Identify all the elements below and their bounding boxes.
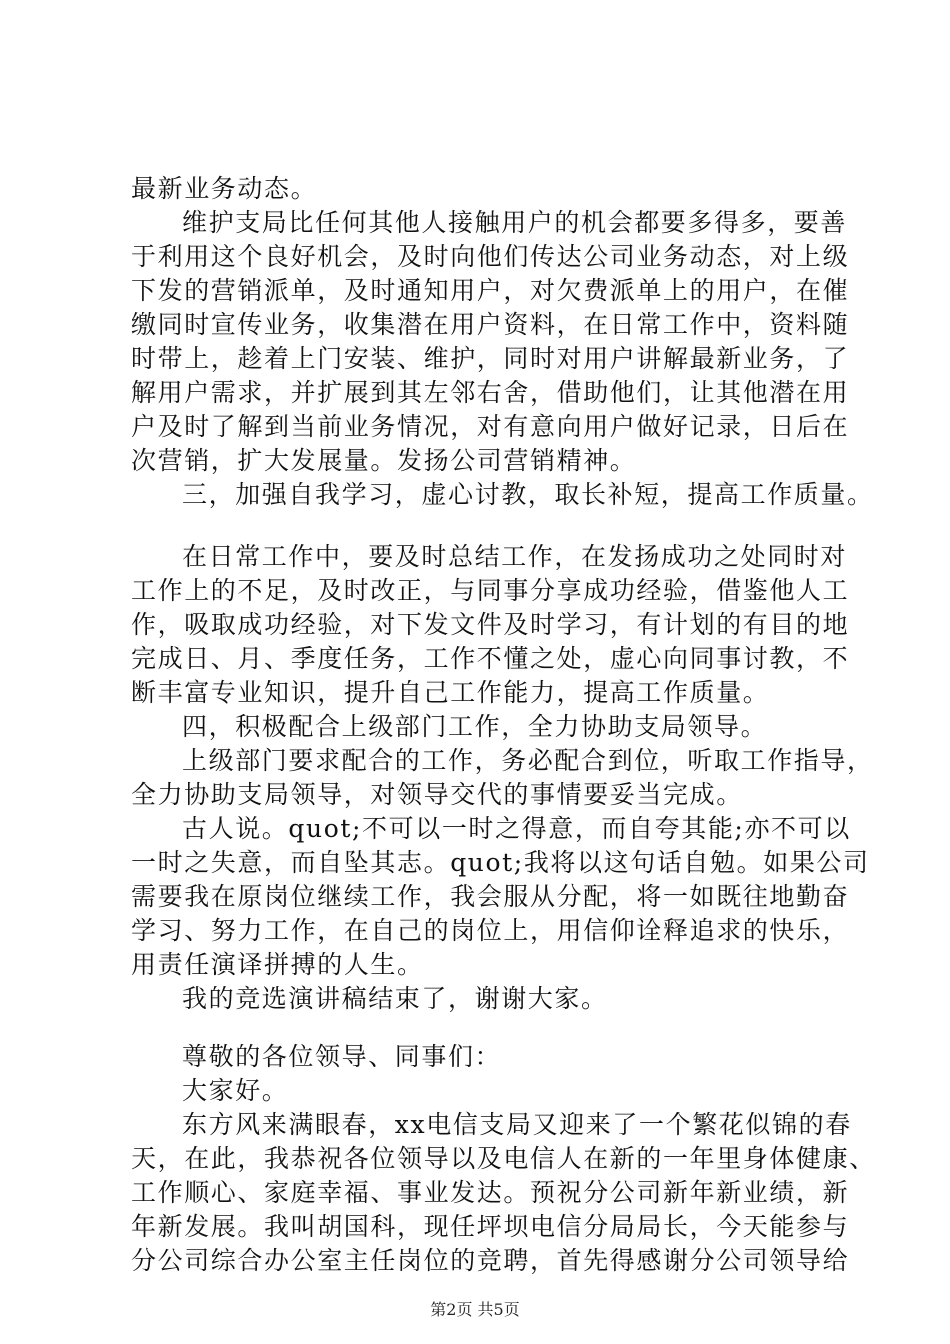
text-line: 下发的营销派单，及时通知用户，对欠费派单上的用户，在催 [131, 276, 850, 305]
paragraph-start: 东方风来满眼春，xx电信支局又迎来了一个繁花似锦的春 [182, 1110, 852, 1139]
text-line: 于利用这个良好机会，及时向他们传达公司业务动态，对上级 [131, 242, 850, 271]
text-line: 天，在此，我恭祝各位领导以及电信人在新的一年里身体健康、 [131, 1144, 876, 1173]
text-line: 户及时了解到当前业务情况，对有意向用户做好记录，日后在 [131, 412, 850, 441]
text-line: 用责任演译拼搏的人生。 [131, 950, 424, 979]
text-line: 解用户需求，并扩展到其左邻右舍，借助他们，让其他潜在用 [131, 378, 850, 407]
paragraph-start: 上级部门要求配合的工作，务必配合到位，听取工作指导， [182, 746, 874, 775]
paragraph-start: 我的竞选演讲稿结束了，谢谢大家。 [182, 984, 608, 1013]
text-line: 最新业务动态。 [131, 174, 318, 203]
greeting: 大家好。 [182, 1076, 289, 1105]
text-line: 工作顺心、家庭幸福、事业发达。预祝分公司新年新业绩，新 [131, 1178, 850, 1207]
text-line: 次营销，扩大发展量。发扬公司营销精神。 [131, 446, 637, 475]
text-line: 工作上的不足，及时改正，与同事分享成功经验，借鉴他人工 [131, 576, 850, 605]
text-line: 学习、努力工作，在自己的岗位上，用信仰诠释追求的快乐， [131, 916, 850, 945]
paragraph-start: 古人说。quot;不可以一时之得意，而自夸其能;亦不可以 [182, 814, 851, 843]
text-line: 需要我在原岗位继续工作，我会服从分配，将一如既往地勤奋 [131, 882, 850, 911]
text-line: 断丰富专业知识，提升自己工作能力，提高工作质量。 [131, 678, 770, 707]
section-heading: 四，积极配合上级部门工作，全力协助支局领导。 [182, 712, 768, 741]
text-line: 缴同时宣传业务，收集潜在用户资料，在日常工作中，资料随 [131, 310, 850, 339]
paragraph-start: 维护支局比任何其他人接触用户的机会都要多得多，要善 [182, 208, 848, 237]
text-line: 时带上，趁着上门安装、维护，同时对用户讲解最新业务，了 [131, 344, 850, 373]
text-line: 一时之失意，而自坠其志。quot;我将以这句话自勉。如果公司 [131, 848, 870, 877]
text-line: 全力协助支局领导，对领导交代的事情要妥当完成。 [131, 780, 743, 809]
text-line: 年新发展。我叫胡国科，现任坪坝电信分局局长，今天能参与 [131, 1212, 850, 1241]
text-line: 作，吸取成功经验，对下发文件及时学习，有计划的有目的地 [131, 610, 850, 639]
salutation: 尊敬的各位领导、同事们： [182, 1042, 502, 1071]
paragraph-start: 在日常工作中，要及时总结工作，在发扬成功之处同时对 [182, 542, 848, 571]
section-heading: 三，加强自我学习，虚心讨教，取长补短，提高工作质量。 [182, 480, 874, 509]
page-number: 第2页 共5页 [430, 1300, 520, 1319]
text-line: 完成日、月、季度任务，工作不懂之处，虚心向同事讨教，不 [131, 644, 850, 673]
text-line: 分公司综合办公室主任岗位的竞聘，首先得感谢分公司领导给 [131, 1246, 850, 1275]
